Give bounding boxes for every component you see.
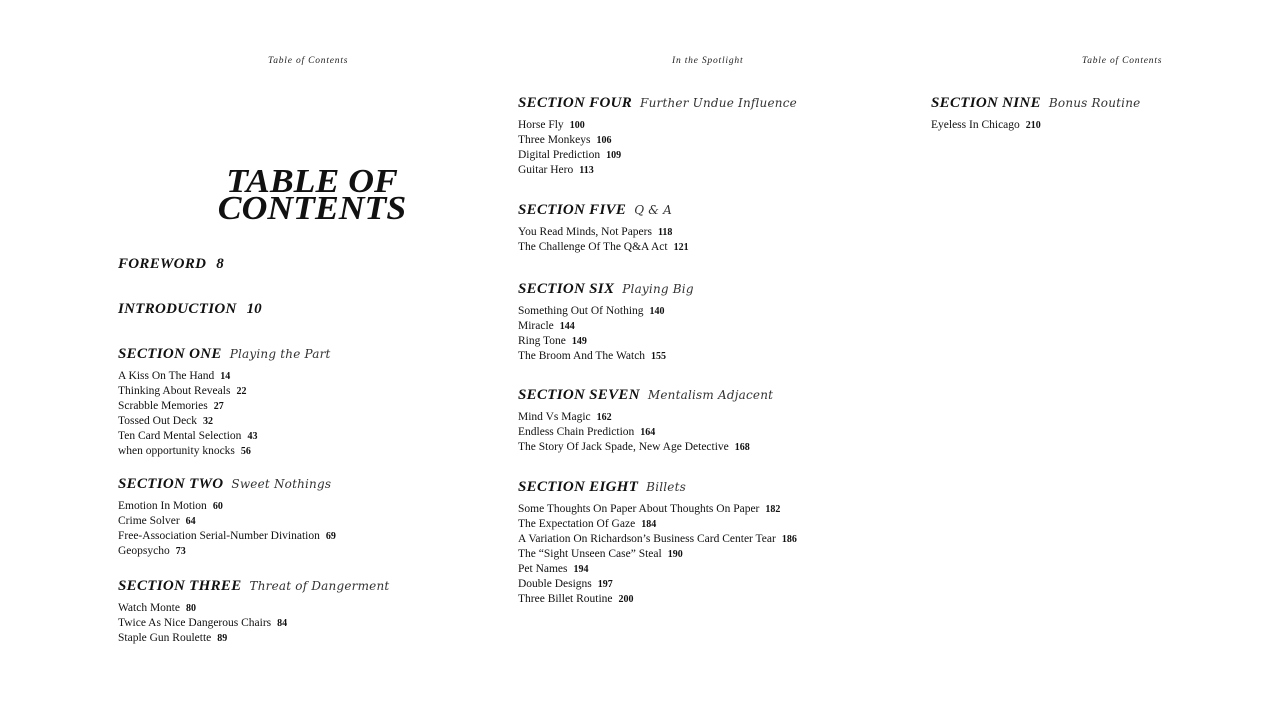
section-subtitle: Billets [646, 480, 686, 494]
toc-entry-label: Watch Monte [118, 602, 180, 614]
section-subtitle: Further Undue Influence [640, 96, 797, 110]
toc-entry[interactable] [118, 529, 336, 544]
toc-entry-page: 200 [618, 594, 634, 605]
toc-entry[interactable] [518, 562, 797, 577]
toc-entry-label: Eyeless In Chicago [931, 119, 1020, 131]
section-heading[interactable] [518, 95, 797, 112]
running-head-right: Table of Contents [1082, 56, 1163, 66]
foreword-page: 8 [216, 256, 224, 272]
section-subtitle: Threat of Dangerment [249, 579, 390, 593]
toc-introduction[interactable] [118, 301, 262, 324]
toc-entry[interactable] [518, 118, 797, 133]
toc-entry-label: Horse Fly [518, 119, 564, 131]
toc-entry-page: 27 [213, 401, 224, 412]
toc-entry-page: 194 [573, 564, 589, 575]
section-title: SECTION THREE [118, 578, 242, 594]
section-subtitle: Q & A [634, 203, 673, 217]
toc-entry[interactable] [518, 577, 797, 592]
section-entry-list [118, 601, 389, 646]
toc-entry[interactable] [518, 133, 797, 148]
toc-entry-page: 14 [220, 371, 231, 382]
toc-entry-label: Guitar Hero [518, 164, 574, 176]
toc-entry-page: 197 [597, 579, 613, 590]
toc-entry-page: 144 [559, 321, 575, 332]
toc-entry-page: 84 [277, 618, 288, 629]
toc-section-five [518, 202, 689, 255]
toc-entry-page: 155 [651, 351, 667, 362]
toc-entry-page: 89 [217, 633, 228, 644]
toc-entry-page: 56 [240, 446, 251, 457]
toc-entry-page: 113 [579, 165, 594, 176]
toc-entry[interactable] [518, 240, 689, 255]
toc-entry[interactable] [118, 631, 389, 646]
toc-entry-label: Three Billet Routine [518, 593, 613, 605]
toc-entry[interactable] [118, 514, 336, 529]
toc-entry-page: 190 [667, 549, 683, 560]
toc-entry[interactable] [518, 349, 694, 364]
section-title: SECTION FOUR [518, 95, 633, 111]
section-title: SECTION SEVEN [518, 387, 640, 403]
toc-entry[interactable] [118, 616, 389, 631]
section-heading[interactable] [118, 476, 336, 493]
toc-entry-page: 164 [640, 427, 656, 438]
section-entry-list [118, 499, 336, 559]
introduction-page: 10 [246, 301, 262, 317]
toc-entry-label: Some Thoughts On Paper About Thoughts On Paper [518, 503, 760, 515]
toc-entry-page: 184 [641, 519, 657, 530]
section-title: SECTION FIVE [518, 202, 627, 218]
toc-entry-label: The Broom And The Watch [518, 350, 646, 362]
toc-entry[interactable] [118, 399, 331, 414]
toc-entry[interactable] [518, 425, 773, 440]
toc-entry-page: 69 [325, 531, 336, 542]
toc-entry-label: Thinking About Reveals [118, 385, 231, 397]
toc-entry-label: A Variation On Richardson’s Business Card Center Tear [518, 533, 776, 545]
toc-entry-label: Three Monkeys [518, 134, 591, 146]
toc-entry-label: Pet Names [518, 563, 568, 575]
toc-section-one [118, 346, 331, 459]
toc-section-six [518, 281, 694, 364]
toc-entry[interactable] [518, 532, 797, 547]
toc-entry-label: when opportunity knocks [118, 445, 235, 457]
toc-entry-label: Mind Vs Magic [518, 411, 591, 423]
section-entry-list [518, 410, 773, 455]
toc-entry-page: 118 [657, 227, 673, 238]
toc-entry-page: 22 [236, 386, 247, 397]
section-heading[interactable] [518, 281, 694, 298]
toc-entry-label: The Challenge Of The Q&A Act [518, 241, 668, 253]
section-title: SECTION EIGHT [518, 479, 639, 495]
toc-entry[interactable] [518, 225, 689, 240]
toc-entry[interactable] [518, 319, 694, 334]
toc-entry-page: 121 [673, 242, 689, 253]
toc-entry[interactable] [518, 592, 797, 607]
toc-entry-page: 60 [212, 501, 223, 512]
section-entry-list [518, 225, 689, 255]
section-subtitle: Playing the Part [229, 347, 331, 361]
toc-entry[interactable] [518, 440, 773, 455]
toc-entry-page: 43 [247, 431, 258, 442]
toc-entry-page: 186 [781, 534, 797, 545]
toc-entry-page: 100 [569, 120, 585, 131]
toc-section-seven [518, 387, 773, 455]
section-heading[interactable] [518, 479, 797, 496]
section-subtitle: Mentalism Adjacent [647, 388, 774, 402]
toc-entry-label: Ring Tone [518, 335, 566, 347]
toc-entry-page: 64 [185, 516, 196, 527]
toc-entry[interactable] [518, 334, 694, 349]
toc-entry[interactable] [518, 410, 773, 425]
toc-entry-label: The Expectation Of Gaze [518, 518, 636, 530]
toc-entry-page: 32 [203, 416, 214, 427]
section-heading[interactable] [931, 95, 1140, 112]
toc-entry-label: The Story Of Jack Spade, New Age Detective [518, 441, 729, 453]
section-heading[interactable] [518, 202, 689, 219]
section-heading[interactable] [118, 578, 389, 595]
toc-entry[interactable] [518, 547, 797, 562]
toc-entry[interactable] [518, 148, 797, 163]
toc-entry-label: Digital Prediction [518, 149, 601, 161]
toc-entry-page: 182 [765, 504, 781, 515]
toc-entry[interactable] [118, 429, 331, 444]
toc-entry-page: 109 [606, 150, 622, 161]
toc-entry-label: Twice As Nice Dangerous Chairs [118, 617, 272, 629]
toc-entry-label: Staple Gun Roulette [118, 632, 212, 644]
toc-entry-label: A Kiss On The Hand [118, 370, 215, 382]
section-title: SECTION SIX [518, 281, 615, 297]
toc-entry-page: 210 [1025, 120, 1041, 131]
toc-entry[interactable] [518, 502, 797, 517]
section-entry-list [518, 502, 797, 607]
toc-entry[interactable] [518, 517, 797, 532]
toc-entry[interactable] [518, 163, 797, 178]
toc-entry-page: 168 [734, 442, 750, 453]
toc-entry[interactable] [118, 414, 331, 429]
toc-entry[interactable] [118, 444, 331, 459]
toc-entry-page: 149 [571, 336, 587, 347]
toc-entry-label: Endless Chain Prediction [518, 426, 635, 438]
section-heading[interactable] [118, 346, 331, 363]
toc-entry-label: Something Out Of Nothing [518, 305, 644, 317]
toc-entry[interactable] [118, 544, 336, 559]
running-head-left: Table of Contents [268, 56, 349, 66]
toc-section-two [118, 476, 336, 559]
section-entry-list [931, 118, 1140, 133]
toc-entry-label: Crime Solver [118, 515, 180, 527]
toc-entry-label: Scrabble Memories [118, 400, 208, 412]
toc-entry-page: 80 [186, 603, 196, 614]
section-title: SECTION TWO [118, 476, 224, 492]
section-entry-list [118, 369, 331, 459]
toc-section-three [118, 578, 389, 646]
page-title [217, 163, 407, 227]
toc-entry-label: Double Designs [518, 578, 592, 590]
toc-entry-label: Emotion In Motion [118, 500, 207, 512]
section-entry-list [518, 118, 797, 178]
page-title-line-1: TABLE OF [226, 163, 398, 200]
toc-entry-label: Miracle [518, 320, 554, 332]
toc-entry[interactable] [118, 384, 331, 399]
toc-section-four [518, 95, 797, 178]
toc-section-eight [518, 479, 797, 607]
section-title: SECTION NINE [931, 95, 1041, 111]
section-subtitle: Bonus Routine [1048, 96, 1141, 110]
toc-entry-label: Tossed Out Deck [118, 415, 198, 427]
running-head-center: In the Spotlight [672, 56, 744, 66]
toc-entry[interactable] [931, 118, 1140, 133]
introduction-label: INTRODUCTION [118, 301, 237, 317]
toc-entry[interactable] [518, 304, 694, 319]
toc-entry-label: Geopsycho [118, 545, 170, 557]
page-title-line-2: CONTENTS [217, 190, 407, 227]
toc-entry[interactable] [118, 499, 336, 514]
toc-entry[interactable] [118, 601, 389, 616]
section-subtitle: Sweet Nothings [231, 477, 332, 491]
toc-entry-page: 73 [175, 546, 186, 557]
toc-foreword[interactable] [118, 256, 224, 279]
toc-entry-label: You Read Minds, Not Papers [518, 226, 652, 238]
section-subtitle: Playing Big [622, 282, 694, 296]
toc-entry-label: Free-Association Serial-Number Divination [118, 530, 320, 542]
toc-entry-page: 140 [649, 306, 665, 317]
toc-section-nine [931, 95, 1140, 133]
toc-entry-label: The “Sight Unseen Case” Steal [518, 548, 662, 560]
section-title: SECTION ONE [118, 346, 222, 362]
foreword-label: FOREWORD [118, 256, 207, 272]
toc-entry-label: Ten Card Mental Selection [118, 430, 242, 442]
section-heading[interactable] [518, 387, 773, 404]
toc-entry-page: 162 [596, 412, 612, 423]
toc-entry-page: 106 [596, 135, 612, 146]
toc-entry[interactable] [118, 369, 331, 384]
section-entry-list [518, 304, 694, 364]
